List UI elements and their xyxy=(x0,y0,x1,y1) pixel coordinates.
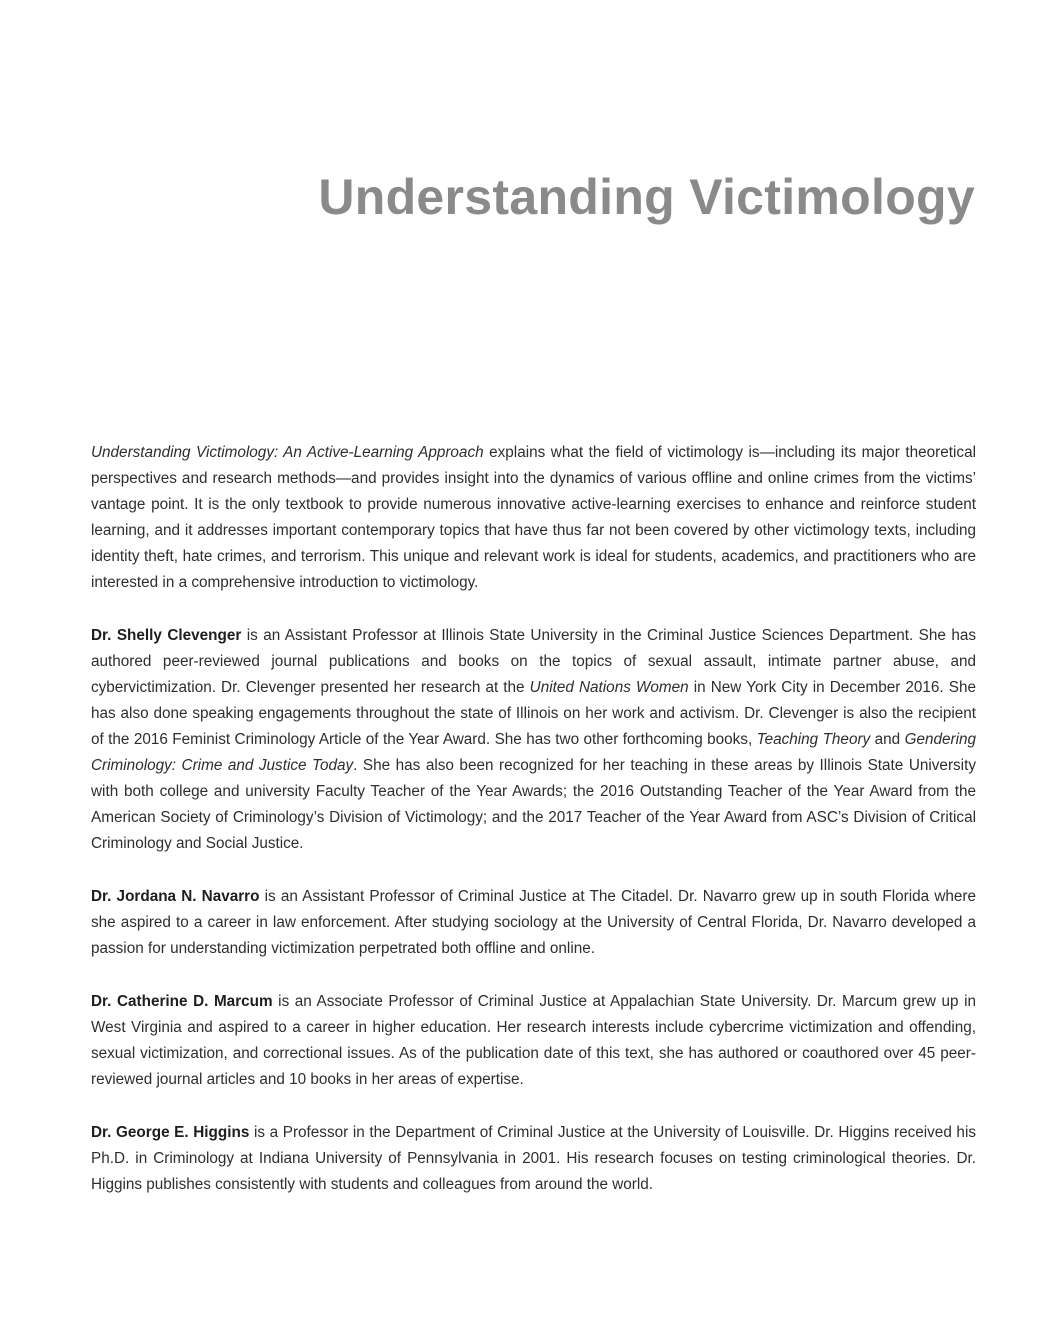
author-bio-navarro xyxy=(91,884,976,962)
book-title: Understanding Victimology: An Active-Learning Approach xyxy=(91,444,484,461)
organization-name: United Nations Women xyxy=(529,679,689,696)
book-title: Gendering Criminology: Crime and Justice Today xyxy=(91,731,976,774)
author-name: Dr. Shelly Clevenger xyxy=(91,627,242,644)
book-description xyxy=(91,440,976,596)
page-content xyxy=(91,440,976,1225)
author-bio-text: in New York City in December 2016. She has also done speaking engagements throughout the state of Illinois on her work and activism. Dr. Clevenger is also the recipient of the 2016 Feminist Criminology Article of the Year Award. She has two other forthcoming books, xyxy=(91,679,976,748)
author-bio-higgins xyxy=(91,1120,976,1198)
author-bio-text: . She has also been recognized for her teaching in these areas by Illinois State University with both college and university Faculty Teacher of the Year Awards; the 2016 Outstanding Teacher of the Year Award from the American Society of Criminology’s Division of Victimology; and the 2017 Teacher of the Year Award from ASC’s Division of Critical Criminology and Social Justice. xyxy=(91,757,976,852)
author-name: Dr. Catherine D. Marcum xyxy=(91,993,273,1010)
author-name: Dr. George E. Higgins xyxy=(91,1124,250,1141)
author-bio-marcum xyxy=(91,989,976,1093)
book-description-text: explains what the field of victimology is—including its major theoretical perspectives and research methods—and provides insight into the dynamics of various offline and online crimes from the victims’ vantage point. It is the only textbook to provide numerous innovative active-learning exercises to enhance and reinforce student learning, and it addresses important contemporary topics that have thus far not been covered by other victimology texts, including identity theft, hate crimes, and terrorism. This unique and relevant work is ideal for students, academics, and practitioners who are interested in a comprehensive introduction to victimology. xyxy=(91,444,976,591)
author-bio-text: is a Professor in the Department of Criminal Justice at the University of Louisville. Dr. Higgins received his Ph.D. in Criminology at Indiana University of Pennsylvania in 2001. His research focuses on testing criminological theories. Dr. Higgins publishes consistently with students and colleagues from around the world. xyxy=(91,1124,976,1193)
author-bio-text: is an Associate Professor of Criminal Justice at Appalachian State University. Dr. Marcum grew up in West Virginia and aspired to a career in higher education. Her research interests include cybercrime victimization and offending, sexual victimization, and correctional issues. As of the publication date of this text, she has authored or coauthored over 45 peer-reviewed journal articles and 10 books in her areas of expertise. xyxy=(91,993,976,1088)
author-bio-clevenger xyxy=(91,623,976,857)
author-bio-text: is an Assistant Professor at Illinois State University in the Criminal Justice Sciences Department. She has authored peer-reviewed journal publications and books on the topics of sexual assault, intimate partner abuse, and cybervictimization. Dr. Clevenger presented her research at the xyxy=(91,627,976,696)
book-title: Teaching Theory xyxy=(756,731,871,748)
page-title: Understanding Victimology xyxy=(318,169,975,225)
author-bio-text: and xyxy=(870,731,905,748)
author-name: Dr. Jordana N. Navarro xyxy=(91,888,260,905)
author-bio-text: is an Assistant Professor of Criminal Justice at The Citadel. Dr. Navarro grew up in south Florida where she aspired to a career in law enforcement. After studying sociology at the University of Central Florida, Dr. Navarro developed a passion for understanding victimization perpetrated both offline and online. xyxy=(91,888,976,957)
